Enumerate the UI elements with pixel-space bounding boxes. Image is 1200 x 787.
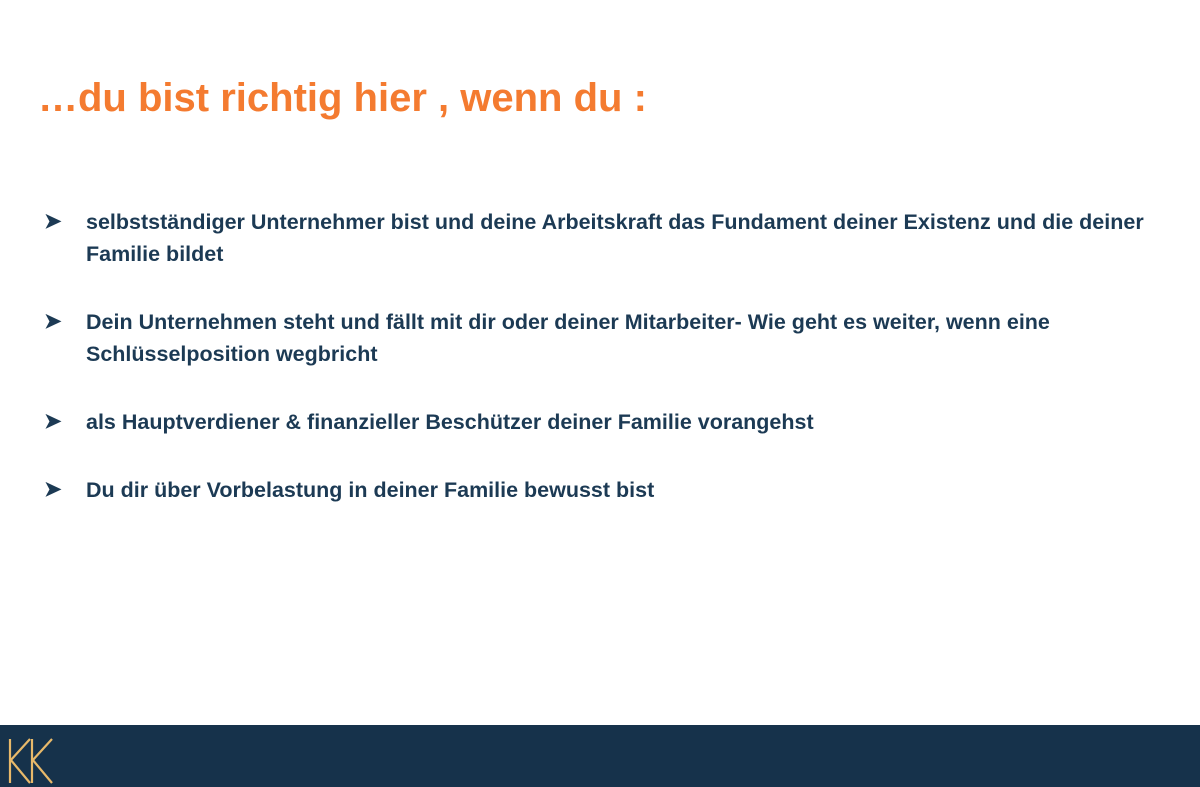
list-item-text: Dein Unternehmen steht und fällt mit dir oder deiner Mitarbeiter- Wie geht es weiter, wenn eine Schlüsselposition wegbricht <box>86 310 1050 366</box>
arrow-bullet-icon: ➤ <box>44 410 62 433</box>
list-item-text: selbstständiger Unternehmer bist und deine Arbeitskraft das Fundament deiner Existenz und die deiner Familie bildet <box>86 210 1144 266</box>
footer-bar <box>0 725 1200 787</box>
bullet-list <box>38 206 1168 506</box>
list-item <box>38 474 1168 506</box>
arrow-bullet-icon: ➤ <box>44 210 62 233</box>
page-title: …du bist richtig hier , wenn du : <box>38 76 647 120</box>
list-item <box>38 206 1168 270</box>
arrow-bullet-icon: ➤ <box>44 478 62 501</box>
arrow-bullet-icon: ➤ <box>44 310 62 333</box>
list-item <box>38 406 1168 438</box>
list-item <box>38 306 1168 370</box>
list-item-text: als Hauptverdiener & finanzieller Beschützer deiner Familie vorangehst <box>86 410 814 434</box>
list-item-text: Du dir über Vorbelastung in deiner Familie bewusst bist <box>86 478 655 502</box>
brand-logo <box>0 725 66 787</box>
